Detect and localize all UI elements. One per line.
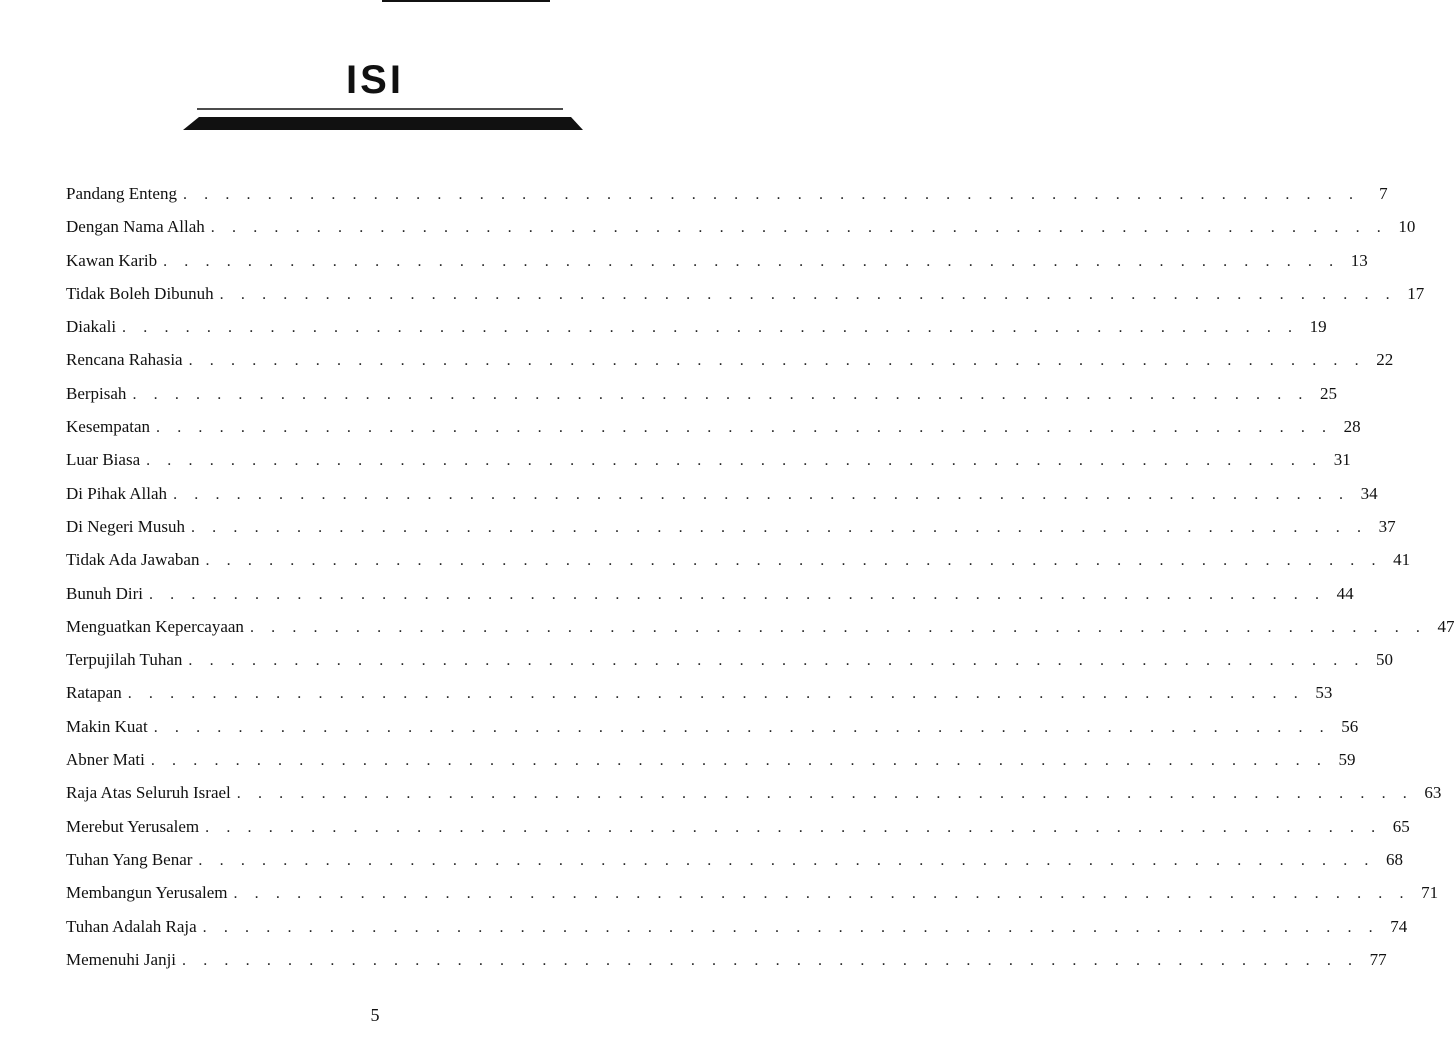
toc-entry[interactable] [66,910,1408,943]
toc-entry-page-number: 13 [1350,250,1368,270]
toc-entry-page-number: 17 [1407,283,1425,303]
toc-entry-page-number: 34 [1360,483,1378,503]
toc-entry-page-number: 77 [1369,949,1387,969]
toc-entry[interactable] [66,210,1416,243]
toc-entry[interactable] [66,577,1354,610]
toc-entry-page-number: 47 [1437,616,1455,636]
toc-entry-page-number: 22 [1376,350,1394,370]
toc-entry[interactable] [66,277,1425,310]
toc-entry-title: Dengan Nama Allah [66,217,205,237]
toc-entry-title: Tuhan Yang Benar [66,849,193,869]
toc-entry-title: Membangun Yerusalem [66,883,228,903]
toc-dot-leader: . . . . . . . . . . . . . . . . . . . . . . . . . . . . . . . . . . . . . . . . . . . . . . . . . . . . . . . . [236,785,1414,803]
toc-entry-title: Kawan Karib [66,250,158,270]
toc-entry-page-number: 19 [1309,317,1327,337]
toc-entry[interactable] [66,377,1338,410]
title-rule-decoration [183,106,583,136]
toc-entry-title: Rencana Rahasia [66,350,183,370]
toc-entry[interactable] [66,410,1361,443]
toc-dot-leader: . . . . . . . . . . . . . . . . . . . . . . . . . . . . . . . . . . . . . . . . . . . . . . . . . . . . . . . . [219,285,1397,303]
toc-entry-page-number: 68 [1386,849,1404,869]
toc-entry[interactable] [66,343,1394,376]
toc-dot-leader: . . . . . . . . . . . . . . . . . . . . . . . . . . . . . . . . . . . . . . . . . . . . . . . . . . . . . . . . [148,585,1326,603]
toc-entry-title: Raja Atas Seluruh Israel [66,783,231,803]
toc-dot-leader: . . . . . . . . . . . . . . . . . . . . . . . . . . . . . . . . . . . . . . . . . . . . . . . . . . . . . . . . [156,419,1333,437]
toc-entry-page-number: 71 [1421,883,1439,903]
toc-dot-leader: . . . . . . . . . . . . . . . . . . . . . . . . . . . . . . . . . . . . . . . . . . . . . . . . . . . . . . . . [205,818,1382,836]
toc-entry-title: Tidak Boleh Dibunuh [66,283,214,303]
toc-entry[interactable] [66,810,1410,843]
toc-entry[interactable] [66,643,1394,676]
toc-entry-page-number: 53 [1315,683,1333,703]
toc-entry-title: Memenuhi Janji [66,949,177,969]
toc-entry[interactable] [66,510,1396,543]
toc-entry-page-number: 59 [1338,750,1356,770]
toc-dot-leader: . . . . . . . . . . . . . . . . . . . . . . . . . . . . . . . . . . . . . . . . . . . . . . . . . . . . . . . . [173,485,1350,503]
toc-entry-page-number: 37 [1378,516,1396,536]
toc-entry[interactable] [66,543,1411,576]
toc-dot-leader: . . . . . . . . . . . . . . . . . . . . . . . . . . . . . . . . . . . . . . . . . . . . . . . . . . . . . . . . [127,685,1305,703]
toc-entry[interactable] [66,776,1442,809]
toc-entry-title: Abner Mati [66,750,145,770]
toc-dot-leader: . . . . . . . . . . . . . . . . . . . . . . . . . . . . . . . . . . . . . . . . . . . . . . . . . . . . . . . . [182,951,1359,969]
toc-dot-leader: . . . . . . . . . . . . . . . . . . . . . . . . . . . . . . . . . . . . . . . . . . . . . . . . . . . . . . . . [198,851,1376,869]
toc-dot-leader: . . . . . . . . . . . . . . . . . . . . . . . . . . . . . . . . . . . . . . . . . . . . . . . . . . . . . . . . [163,252,1340,270]
toc-entry-title: Tidak Ada Jawaban [66,550,200,570]
page-title: ISI [346,58,404,102]
toc-entry-title: Pandang Enteng [66,184,177,203]
toc-dot-leader: . . . . . . . . . . . . . . . . . . . . . . . . . . . . . . . . . . . . . . . . . . . . . . . . . . . . . . . . [205,552,1383,570]
toc-entry[interactable] [66,876,1439,909]
toc-entry-title: Di Negeri Musuh [66,516,185,536]
toc-dot-leader: . . . . . . . . . . . . . . . . . . . . . . . . . . . . . . . . . . . . . . . . . . . . . . . . . . . . . . . . [210,219,1388,237]
toc-entry[interactable] [66,177,1388,210]
toc-entry-title: Kesempatan [66,417,151,437]
toc-entry-page-number: 63 [1424,783,1442,803]
toc-dot-leader: . . . . . . . . . . . . . . . . . . . . . . . . . . . . . . . . . . . . . . . . . . . . . . . . . . . . . . . . [153,718,1331,736]
toc-dot-leader: . . . . . . . . . . . . . . . . . . . . . . . . . . . . . . . . . . . . . . . . . . . . . . . . . . . . . . . . [233,885,1411,903]
toc-entry-page-number: 50 [1376,650,1394,670]
toc-entry[interactable] [66,743,1356,776]
toc-dot-leader: . . . . . . . . . . . . . . . . . . . . . . . . . . . . . . . . . . . . . . . . . . . . . . . . . . . . . . . . [202,918,1380,936]
toc-entry-page-number: 25 [1320,383,1338,403]
toc-dot-leader: . . . . . . . . . . . . . . . . . . . . . . . . . . . . . . . . . . . . . . . . . . . . . . . . . . . . . . . . [182,186,1360,203]
toc-entry-title: Diakali [66,317,117,337]
page-number: 5 [370,1005,380,1025]
toc-entry-title: Ratapan [66,683,122,703]
toc-entry[interactable] [66,710,1359,743]
toc-entry-title: Tuhan Adalah Raja [66,916,197,936]
toc-entry-page-number: 65 [1392,816,1410,836]
toc-dot-leader: . . . . . . . . . . . . . . . . . . . . . . . . . . . . . . . . . . . . . . . . . . . . . . . . . . . . . . . . [188,352,1366,370]
toc-entry[interactable] [66,443,1351,476]
toc-entry-title: Menguatkan Kepercayaan [66,616,244,636]
toc-entry-page-number: 56 [1341,716,1359,736]
toc-entry-title: Terpujilah Tuhan [66,650,183,670]
toc-entry-title: Berpisah [66,383,127,403]
toc-entry-title: Merebut Yerusalem [66,816,200,836]
toc-dot-leader: . . . . . . . . . . . . . . . . . . . . . . . . . . . . . . . . . . . . . . . . . . . . . . . . . . . . . . . . [146,452,1323,470]
toc-entry-page-number: 7 [1379,184,1388,203]
toc-entry-title: Luar Biasa [66,450,141,470]
toc-entry-page-number: 28 [1343,417,1361,437]
title-rule-thick-bar [183,117,583,130]
toc-entry[interactable] [66,310,1327,343]
toc-entry-page-number: 44 [1336,583,1354,603]
toc-entry-title: Makin Kuat [66,716,148,736]
toc-entry-page-number: 10 [1398,217,1416,237]
table-of-contents [66,177,1455,976]
toc-entry[interactable] [66,943,1387,976]
toc-dot-leader: . . . . . . . . . . . . . . . . . . . . . . . . . . . . . . . . . . . . . . . . . . . . . . . . . . . . . . . . [150,752,1328,770]
toc-entry[interactable] [66,676,1333,709]
toc-entry[interactable] [66,843,1404,876]
toc-entry-page-number: 41 [1393,550,1411,570]
toc-entry-page-number: 31 [1333,450,1351,470]
toc-entry[interactable] [66,244,1368,277]
toc-entry-page-number: 74 [1390,916,1408,936]
toc-entry-title: Di Pihak Allah [66,483,168,503]
top-rule [382,0,550,2]
toc-dot-leader: . . . . . . . . . . . . . . . . . . . . . . . . . . . . . . . . . . . . . . . . . . . . . . . . . . . . . . . . [249,618,1427,636]
toc-dot-leader: . . . . . . . . . . . . . . . . . . . . . . . . . . . . . . . . . . . . . . . . . . . . . . . . . . . . . . . . [132,385,1310,403]
toc-dot-leader: . . . . . . . . . . . . . . . . . . . . . . . . . . . . . . . . . . . . . . . . . . . . . . . . . . . . . . . . [190,518,1368,536]
toc-dot-leader: . . . . . . . . . . . . . . . . . . . . . . . . . . . . . . . . . . . . . . . . . . . . . . . . . . . . . . . . [188,652,1366,670]
toc-dot-leader: . . . . . . . . . . . . . . . . . . . . . . . . . . . . . . . . . . . . . . . . . . . . . . . . . . . . . . . . [122,319,1299,337]
toc-entry-title: Bunuh Diri [66,583,143,603]
toc-entry[interactable] [66,477,1378,510]
toc-entry[interactable] [66,610,1455,643]
